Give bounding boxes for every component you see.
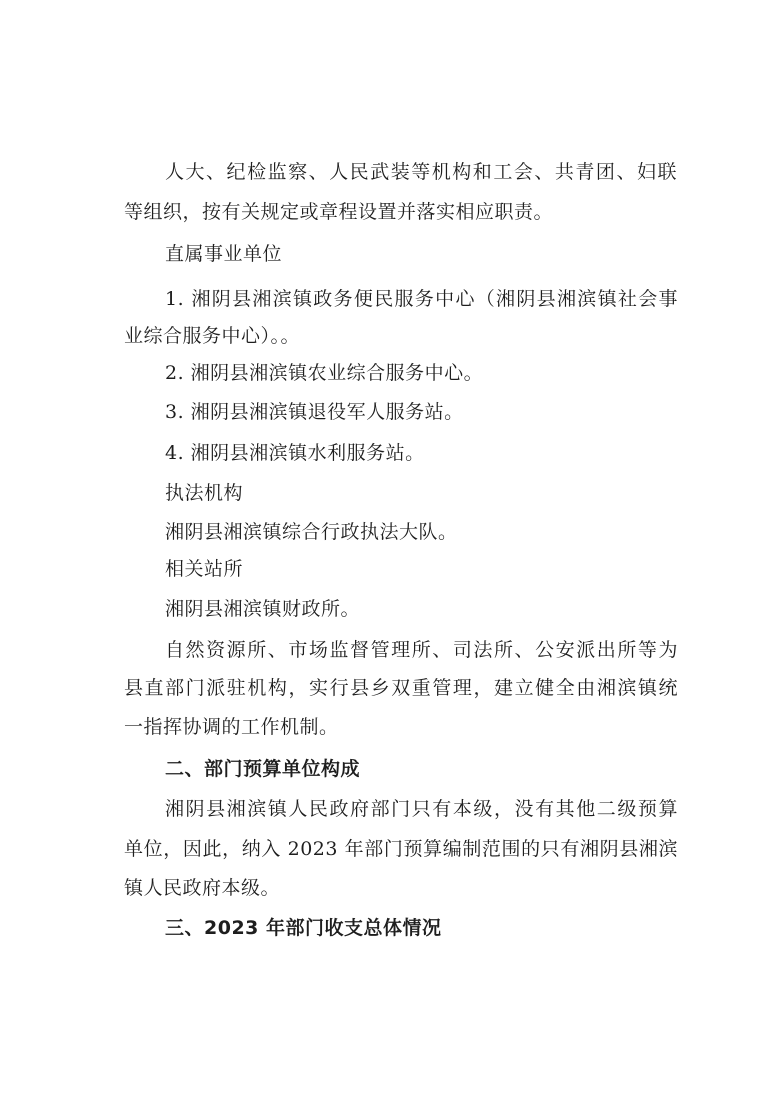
list-item: 3. 湘阴县湘滨镇退役军人服务站。 [165,401,464,423]
body-line: 湘阴县湘滨镇人民政府部门只有本级，没有其他二级预算 [165,798,678,820]
section-heading: 二、部门预算单位构成 [165,758,361,780]
list-item: 4. 湘阴县湘滨镇水利服务站。 [165,442,425,464]
body-line: 自然资源所、市场监督管理所、司法所、公安派出所等为 [165,639,678,661]
body-line: 单位，因此，纳入 2023 年部门预算编制范围的只有湘阴县湘滨 [124,838,678,860]
section-label: 执法机构 [165,482,244,504]
section-heading: 三、2023 年部门收支总体情况 [165,917,442,939]
section-label: 相关站所 [165,558,244,580]
body-line: 湘阴县湘滨镇财政所。 [165,598,361,620]
list-item-continuation: 业综合服务中心）。。 [124,325,301,347]
body-line: 一指挥协调的工作机制。 [124,716,339,738]
body-line: 等组织，按有关规定或章程设置并落实相应职责。 [124,201,554,223]
list-item: 2. 湘阴县湘滨镇农业综合服务中心。 [165,362,484,384]
list-item: 1. 湘阴县湘滨镇政务便民服务中心（湘阴县湘滨镇社会事 [165,288,678,310]
body-line: 镇人民政府本级。 [124,877,281,899]
body-line: 县直部门派驻机构，实行县乡双重管理，建立健全由湘滨镇统 [124,677,678,699]
body-line: 人大、纪检监察、人民武装等机构和工会、共青团、妇联 [165,161,677,183]
section-label: 直属事业单位 [165,243,283,265]
body-line: 湘阴县湘滨镇综合行政执法大队。 [165,521,458,543]
